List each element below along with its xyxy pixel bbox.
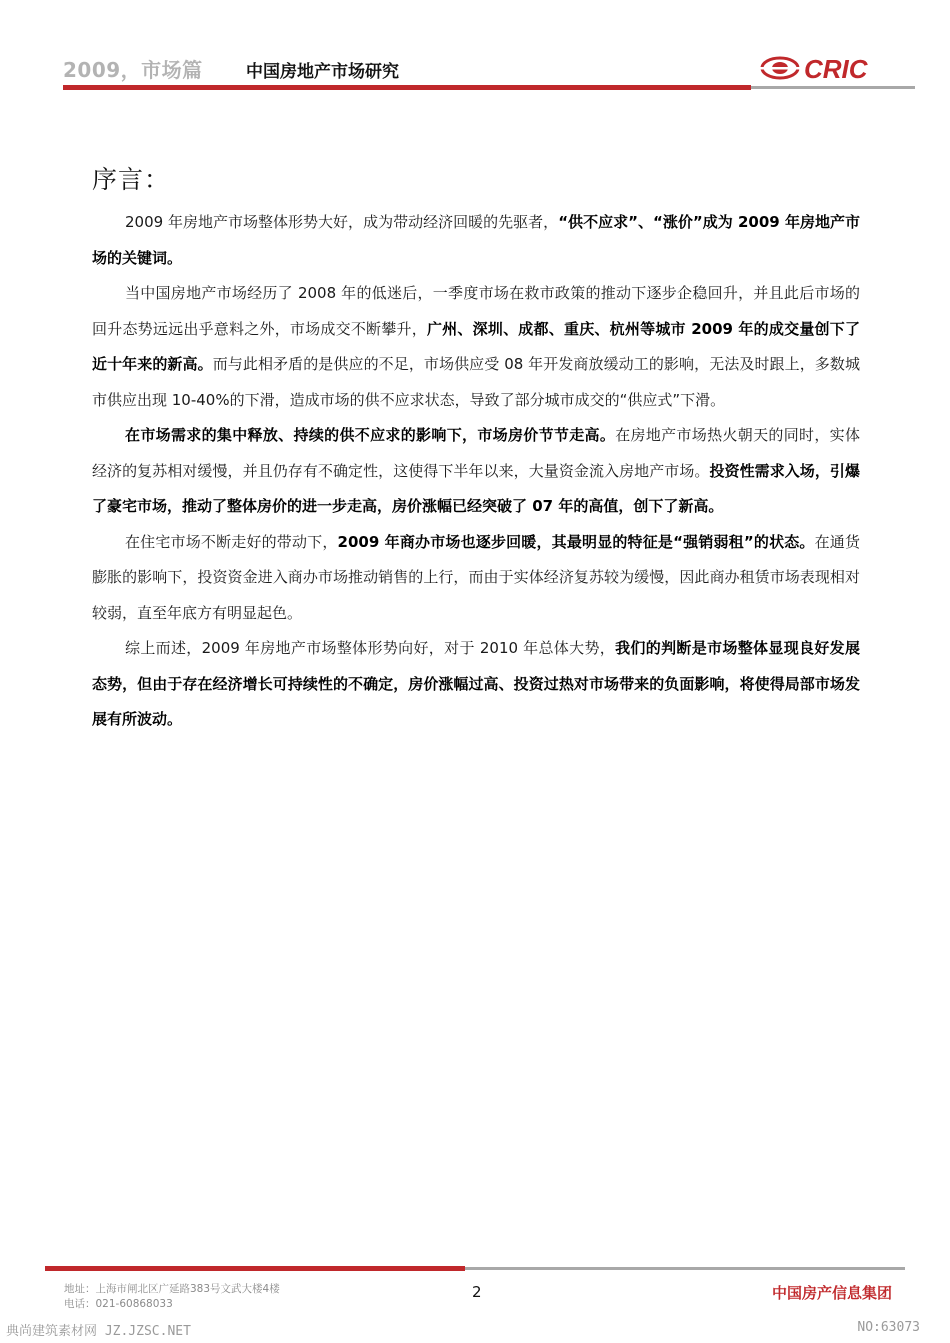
paragraph bbox=[92, 276, 860, 418]
watermark-site: 典尚建筑素材网 JZ.JZSC.NET bbox=[6, 1324, 191, 1339]
text-run: 2009 年房地产市场整体形势大好，成为带动经济回暖的先驱者， bbox=[125, 213, 559, 231]
page-number: 2 bbox=[472, 1283, 482, 1301]
preface-heading: 序言： bbox=[92, 164, 171, 194]
text-run: 在房地产市场热火朝天的同时，实体经济的复苏相对缓慢，并且仍存有不确定性，这使得下半年以来，大量资金流入房地产市场。 bbox=[92, 426, 860, 480]
text-run-bold: “供不应求”、“涨价”成为 2009 年房地产市场的关键词。 bbox=[92, 213, 860, 267]
header-rule-grey bbox=[751, 86, 915, 89]
footer-rule-red bbox=[45, 1266, 465, 1271]
header-title: 中国房地产市场研究 bbox=[246, 62, 399, 82]
footer-address: 地址：上海市闸北区广延路383号文武大楼4楼 bbox=[64, 1283, 280, 1295]
text-run: 综上而述，2009 年房地产市场整体形势向好，对于 2010 年总体大势， bbox=[125, 639, 616, 657]
footer-contact bbox=[64, 1282, 280, 1312]
cric-eye-logo-icon bbox=[760, 58, 800, 78]
text-run-bold: 2009 年商办市场也逐步回暖，其最明显的特征是“强销弱租”的状态。 bbox=[337, 532, 815, 551]
header-rule-red bbox=[63, 85, 751, 90]
preface-body bbox=[92, 205, 860, 738]
paragraph bbox=[92, 525, 860, 632]
text-run-bold: 广州、深圳、成都、重庆、杭州等城市 2009 年的成交量创下了近十年来的新高。 bbox=[92, 319, 860, 373]
header-year-section: 2009，市场篇 bbox=[63, 58, 203, 82]
footer-company-name: 中国房产信息集团 bbox=[771, 1284, 892, 1302]
text-run: 在通货膨胀的影响下，投资资金进入商办市场推动销售的上行，而由于实体经济复苏较为缓慢，因此商办租赁市场表现相对较弱，直至年底方有明显起色。 bbox=[92, 532, 860, 622]
text-run: 而与此相矛盾的是供应的不足，市场供应受 08 年开发商放缓动工的影响，无法及时跟上，多数城市供应出现 10-40%的下滑，造成市场的供不应求状态，导致了部分城市成交的“供应式”下滑。 bbox=[92, 355, 860, 409]
footer-phone: 电话：021-60868033 bbox=[64, 1298, 173, 1310]
text-run-bold: 投资性需求入场，引爆了豪宅市场，推动了整体房价的进一步走高，房价涨幅已经突破了 07 年的高值，创下了新高。 bbox=[92, 461, 860, 515]
page-header bbox=[0, 0, 950, 100]
text-run: 当中国房地产市场经历了 2008 年的低迷后，一季度市场在救市政策的推动下逐步企稳回升，并且此后市场的回升态势远远出乎意料之外，市场成交不断攀升， bbox=[92, 284, 860, 338]
cric-logo bbox=[760, 52, 905, 84]
cric-logo-text: CRIC bbox=[804, 54, 868, 84]
paragraph bbox=[92, 631, 860, 738]
text-run-bold: 在市场需求的集中释放、持续的供不应求的影响下，市场房价节节走高。 bbox=[125, 426, 616, 444]
paragraph bbox=[92, 418, 860, 525]
watermark-number: NO:63073 bbox=[857, 1320, 920, 1335]
footer-rule-grey bbox=[465, 1267, 905, 1270]
text-run: 在住宅市场不断走好的带动下， bbox=[125, 532, 338, 551]
text-run-bold: 我们的判断是市场整体显现良好发展态势，但由于存在经济增长可持续性的不确定，房价涨幅过高、投资过热对市场带来的负面影响，将使得局部市场发展有所波动。 bbox=[92, 639, 860, 728]
paragraph bbox=[92, 205, 860, 276]
